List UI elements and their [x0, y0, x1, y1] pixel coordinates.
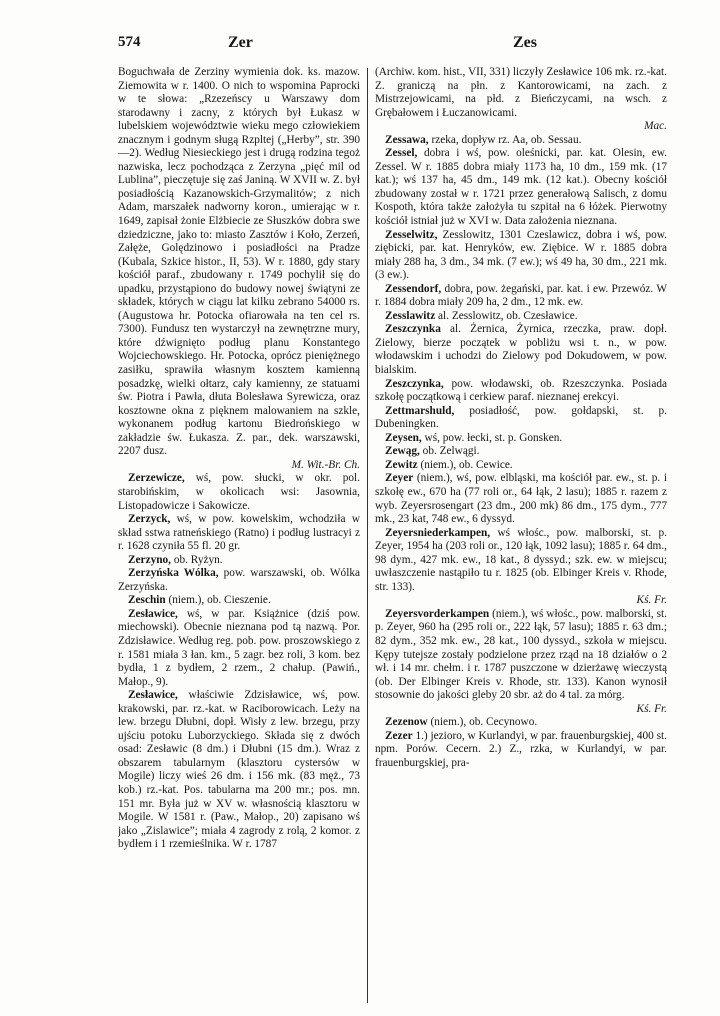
entry-headword: Zesselwitz,: [385, 228, 438, 241]
dictionary-entry: [118, 608, 360, 689]
entry-text: wś, pow. słucki, w okr. pol. starobińskim, w okolicach wsi: Jasownia, Listopadowicze i Sakowicze.: [118, 472, 360, 512]
dictionary-entry: [375, 378, 667, 405]
entry-headword: Zesławice,: [128, 689, 178, 702]
entry-text: (niem.), wś włośc., pow. malborski, st. p. Zeyer, 960 ha (295 roli or., 222 łąk, 57 lasu); 1885 r. 63 dm.; 82 dym., 352 mk. ew., 28 kat., 100 dyssyd., szkoła w miejscu. Kępy tutejsze zostały podzielone przez rząd na 18 działów o 2 wł. i 14 mr. chełm. i r. 1787 puszczone w dzierżawę wieczystą (ob. Der Elbinger Kreis v. Rhode, str. 133). Kanon wynosił stosownie do jakości gleby 20 sbr. aż do 4 tal. za mórg.: [375, 607, 667, 702]
entry-text: (niem.), ob. Cieszenie.: [168, 594, 271, 607]
column-divider: [367, 68, 368, 1003]
entry-text: (Archiw. kom. hist., VII, 331) liczyły Zesławice 106 mk. rz.-kat. Z. graniczą na płn. z Kantorowicami, na zach. z Mistrzejowicami, na płd. z Bieńczycami, na wsch. z Grębałowem i Łuczanowicami.: [375, 66, 667, 119]
entry-headword: Zezenow: [385, 716, 428, 729]
entry-headword: Zeschin: [128, 594, 166, 607]
dictionary-entry: [375, 323, 667, 377]
dictionary-entry: [375, 445, 667, 459]
page-header: [118, 34, 670, 56]
dictionary-entry: [375, 310, 667, 324]
dictionary-entry: [375, 283, 667, 310]
entry-text: rzeka, dopływ rz. Aa, ob. Sessau.: [431, 133, 582, 146]
entry-headword: Zeszczynka: [385, 323, 441, 336]
entry-text: wś, pow. łecki, st. p. Gonsken.: [424, 431, 563, 444]
author-signature: Kś. Fr.: [636, 702, 667, 715]
entry-text: dobra i wś, pow. oleśnicki, par. kat. Olesin, ew. Zessel. W r. 1885 dobra miały 1173 ha, 10 dm., 159 mk. (17 kat.); wś 137 ha, 45 dm., 149 mk. (12 kat.). Obecny kościół zbudowany został w r. 1721 przez generałową Salisch, z domu Kospoth, która także założyła tu szpitał na 6 łóżek. Pierwotny kościół istniał już w XVI w. Data założenia nieznana.: [375, 147, 667, 228]
entry-text: wś włośc., pow. malborski, st. p. Zeyer, 1954 ha (203 roli or., 120 łąk, 1092 lasu); 1885 r. 64 dm., 98 dym., 427 mk. ew., 18 kat., 8 dyssyd.; szk. ew. w miejscu; uwłaszczenie nastąpiło tu r. 1825 (ob. Elbinger Kreis v. Rhode, str. 133).: [375, 526, 667, 593]
entry-text: dobra, pow. żegański, par. kat. i ew. Przewóz. W r. 1884 dobra miały 209 ha, 2 dm., 12 mk. ew.: [375, 282, 667, 309]
entry-text: (niem.), wś, pow. elbląski, ma kościół par. ew., st. p. i szkołę ew., 670 ha (77 roli or., 64 łąk, 2 lasu); 1885 r. razem z wyb. Zeyersrosengart (23 dm., 200 mk) 86 dm., 175 dym., 777 mk., 23 kat, 748 ew., 6 dyssyd.: [375, 472, 667, 526]
author-signature: Mac.: [644, 120, 667, 133]
entry-headword: Zessawa,: [385, 133, 429, 146]
entry-text: pow. warszawski, ob. Wólka Zerzyńska.: [118, 567, 360, 593]
right-running-head: Zes: [513, 34, 537, 51]
dictionary-entry: [375, 229, 667, 283]
entry-headword: Zerzewicze,: [128, 472, 185, 485]
entry-headword: Zeyersvorderkampen: [385, 607, 490, 620]
entry-text: posiadłość, pow. gołdapski, st. p. Dubeningken.: [375, 404, 667, 431]
dictionary-entry: [118, 594, 360, 608]
dictionary-entry: [375, 716, 667, 730]
entry-headword: Zerzyńska Wólka,: [128, 567, 219, 580]
dictionary-entry: [118, 513, 360, 554]
entry-headword: Zezer: [385, 729, 413, 742]
entry-text: pow. włodawski, ob. Rzeszczynka. Posiada szkołę początkową i cerkiew paraf. nieznanej erekcyi.: [375, 377, 667, 404]
dictionary-entry: [375, 730, 667, 771]
entry-headword: Zeszczynka,: [385, 377, 444, 390]
dictionary-entry: [375, 608, 667, 716]
entry-text: (niem.), ob. Cewice.: [420, 458, 513, 471]
left-column: [118, 66, 360, 1006]
dictionary-entry: [375, 432, 667, 446]
entry-text: wś, w pow. kowelskim, wchodziła w skład sstwa ratneńskiego (Ratno) i podług lustracyi z r. 1628 czyniła 55 fl. 20 gr.: [118, 513, 360, 553]
entry-headword: Zessendorf,: [385, 282, 442, 295]
entry-text: 1.) jezioro, w Kurlandyi, w par. frauenburgskiej, 400 st. npm. Porów. Cecern. 2.) Z., rzka, w Kurlandyi, w par. frauenburgskiej, pra-: [375, 729, 667, 769]
dictionary-entry: [375, 459, 667, 473]
left-running-head: Zer: [228, 34, 253, 51]
entry-text: wś, w par. Książnice (dziś pow. miechowski). Obecnie nieznana pod tą nazwą. Por. Zdzisławice. Według reg. pob. pow. proszowskiego z r. 1581 miała 3 łan. km., 5 zagr. bez roli, 3 kom. bez bydła, 1 z bydłem, 2 rzem., 2 chałup. (Pawiń., Małop., 9).: [118, 607, 360, 688]
entry-headword: Zesławice,: [128, 607, 178, 620]
entry-text: Zesslowitz, 1301 Czeslawicz, dobra i wś, pow. ziębicki, par. kat. Henryków, ew. Ziębice. W r. 1885 dobra miały 288 ha, 3 dm., 34 mk. (7 ew.); wś 49 ha, 30 dm., 221 mk. (3 ew.).: [375, 228, 667, 282]
entry-headword: Zesslawitz: [385, 309, 436, 322]
dictionary-entry: [118, 554, 360, 568]
entry-headword: Zewitz: [385, 458, 418, 471]
entry-continuation: [375, 66, 667, 134]
entry-headword: Zerzyck,: [128, 513, 171, 526]
entry-headword: Zeyer: [385, 472, 414, 485]
entry-continuation: [118, 66, 360, 472]
author-signature: Kś. Fr.: [636, 594, 667, 607]
page-number: 574: [118, 34, 141, 50]
dictionary-entry: [375, 134, 667, 148]
entry-text: ob. Zelwągi.: [422, 445, 480, 458]
entry-text: (niem.), ob. Cecynowo.: [430, 716, 538, 729]
dictionary-entry: [375, 147, 667, 228]
author-signature: M. Wit.-Br. Ch.: [291, 458, 360, 471]
entry-headword: Zessel,: [385, 147, 418, 160]
entry-text: właściwie Zdzisławice, wś, pow. krakowski, par. rz.-kat. w Raciborowicach. Leży na lew. brzegu Dłubni, dopł. Wisły z lew. brzegu, przy ujściu potoku Luborzyckiego. Składa się z dwóch osad: Zesławic (8 dm.) i Dłubni (15 dm.). Wraz z obszarem tabularnym (klasztoru cystersów w Mogile) liczy wieś 26 dm. i 156 mk. (83 męż., 73 kob.) rz.-kat. Pos. tabularna ma 200 mr.; pos. mn. 151 mr. Była już w XV w. własnością klasztoru w Mogile. W 1581 r. (Paw., Małop., 20) zapisano wś jako „Zislawice”; miała 4 zagrody z rolą, 2 komor. z bydłem i 1 rzemieślnika. W r. 1787: [118, 689, 360, 851]
right-column: [375, 66, 667, 1006]
entry-text: al. Zesslowitz, ob. Czesławice.: [438, 309, 578, 322]
dictionary-entry: [118, 472, 360, 513]
dictionary-entry: [375, 472, 667, 526]
entry-text: al. Żernica, Żyrnica, rzeczka, praw. dopł. Zielowy, bierze początek w pobliżu wsi t. n., w pow. włodawskim i uchodzi do Zielowy pod Dokudowem, w pow. bialskim.: [375, 323, 667, 377]
entry-headword: Zerzyno,: [128, 553, 171, 566]
entry-text: ob. Ryżyn.: [173, 553, 223, 566]
entry-headword: Zewąg,: [385, 445, 420, 458]
entry-headword: Zeysen,: [385, 431, 422, 444]
dictionary-entry: [375, 405, 667, 432]
entry-text: Boguchwała de Zerziny wymienia dok. ks. mazow. Ziemowita w r. 1400. O nich to wspomina Paprocki w te słowa: „Rzezeńscy u Warszawy dom starodawny i zacny, z których był Łukasz w lubelskiem województwie wieku mego człowiekiem znacznym i godnym sługą Rzpltej („Herby”, str. 390—2). Według Niesieckiego jest i drugą rodzina tegoż nazwiska, lecz pochodząca z Zerzyna „pięć mil od Lublina”, pieczętuje się zaś Janiną. W XVII w. Z. był posiadłością Kazanowskich-Grzymalitów; z nich Adam, marszałek nadworny koron., umierając w r. 1649, zapisał żonie Elżbiecie ze Słuszków dobra swe dziedziczne, jako to: miasto Zasztów i Koło, Zerzeń, Załęże, Golędzinowo i posiadłości na Pradze (Kubala, Szkice histor., II, 53). W r. 1880, gdy stary kościół paraf., zbudowany r. 1749 pochylił się do upadku, przystąpiono do budowy nowej świątyni ze składek, których w ciągu lat kilku zebrano 54000 rs. (Augustowa hr. Potocka ofiarowała na ten cel rs. 7300). Fundusz ten wystarczył na zewnętrzne mury, które dźwignięto podług planu Konstantego Wojciechowskiego. Hr. Potocka, oprócz pieniężnego zasiłku, sprawiła własnym kosztem kamienną posadzkę, wielki ołtarz, cały kamienny, ze statuami św. Piotra i Pawła, dłuta Bolesława Syrewicza, oraz kosztowne okna z pięknem malowaniem na szkle, wykonanem podług kartonu Biedrońskiego w zakładzie św. Łukasza. Z. par., dek. warszawski, 2207 dusz.: [118, 66, 360, 458]
dictionary-entry: [118, 689, 360, 852]
entry-headword: Zeyersniederkampen,: [385, 526, 491, 539]
dictionary-entry: [118, 567, 360, 594]
dictionary-entry: [375, 527, 667, 608]
entry-headword: Zettmarshuld,: [385, 404, 455, 417]
